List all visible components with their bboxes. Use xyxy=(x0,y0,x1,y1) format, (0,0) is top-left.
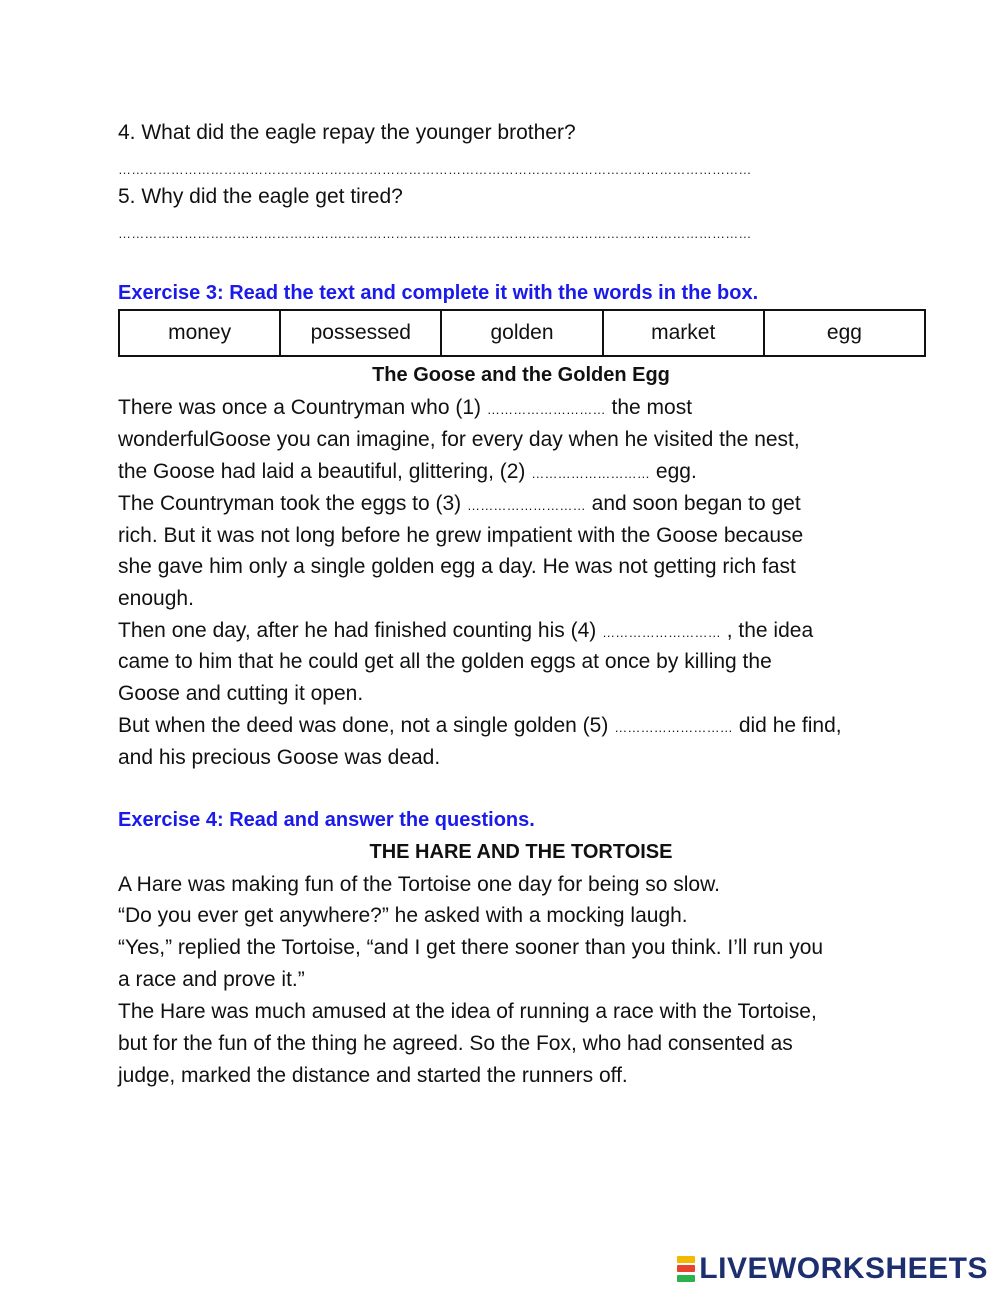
story-text: egg. xyxy=(650,460,697,483)
story-line: “Do you ever get anywhere?” he asked with a mocking laugh. xyxy=(118,904,688,927)
story-line: The Hare was much amused at the idea of running a race with the Tortoise, xyxy=(118,1000,817,1023)
word-box-item: egg xyxy=(826,321,862,344)
blank-2[interactable]: ……………………… xyxy=(531,466,651,481)
story-text: There was once a Countryman who (1) xyxy=(118,396,487,419)
story-line xyxy=(118,456,697,490)
story-line: came to him that he could get all the golden eggs at once by killing the xyxy=(118,650,772,673)
story-line: Goose and cutting it open. xyxy=(118,682,364,705)
story-text: Then one day, after he had finished counting his (4) xyxy=(118,619,603,642)
answer-line-4[interactable]: ……………………………………………………………………………………………………………………………… xyxy=(118,162,752,177)
story-text: the Goose had laid a beautiful, glittering, (2) xyxy=(118,460,532,483)
brand-name: LIVEWORKSHEETS xyxy=(699,1252,988,1285)
story-line: rich. But it was not long before he grew impatient with the Goose because xyxy=(118,524,804,547)
story-line: and his precious Goose was dead. xyxy=(118,746,441,769)
blank-1[interactable]: ……………………… xyxy=(486,402,606,417)
story-line: enough. xyxy=(118,587,194,610)
story-line: a race and prove it.” xyxy=(118,968,305,991)
story-text: the most xyxy=(605,396,693,419)
story-line xyxy=(118,392,692,426)
story-line: but for the fun of the thing he agreed. So the Fox, who had consented as xyxy=(118,1032,793,1055)
story-line: wonderfulGoose you can imagine, for every day when he visited the nest, xyxy=(118,428,800,451)
liveworksheets-logo[interactable] xyxy=(677,1252,988,1286)
blank-4[interactable]: ……………………… xyxy=(602,625,721,640)
story-line xyxy=(118,615,813,649)
story-line: she gave him only a single golden egg a day. He was not getting rich fast xyxy=(118,555,796,578)
question-5: 5. Why did the eagle get tired? xyxy=(118,185,403,208)
word-box-item: golden xyxy=(442,311,603,355)
story-line xyxy=(118,488,801,522)
story-line: A Hare was making fun of the Tortoise one day for being so slow. xyxy=(118,873,720,896)
word-box xyxy=(118,309,926,357)
story-text: The Countryman took the eggs to (3) xyxy=(118,492,468,515)
story-text: and soon began to get xyxy=(585,492,801,515)
story-line: judge, marked the distance and started the runners off. xyxy=(118,1064,628,1087)
question-4: 4. What did the eagle repay the younger brother? xyxy=(118,121,576,144)
story-text: But when the deed was done, not a single golden (5) xyxy=(118,714,615,737)
story-line: “Yes,” replied the Tortoise, “and I get there sooner than you think. I’ll run you xyxy=(118,936,824,959)
story-text: , the idea xyxy=(720,619,814,642)
exercise-3-heading: Exercise 3: Read the text and complete it with the words in the box. xyxy=(118,282,759,304)
exercise-4-heading: Exercise 4: Read and answer the questions. xyxy=(118,809,535,831)
blank-3[interactable]: ……………………… xyxy=(467,498,586,513)
word-box-item: market xyxy=(604,311,765,355)
blank-5[interactable]: ……………………… xyxy=(614,720,733,735)
story-text: did he find, xyxy=(733,714,842,737)
hare-story-title: THE HARE AND THE TORTOISE xyxy=(369,841,673,863)
liveworksheets-logo-icon xyxy=(677,1256,695,1282)
story-line xyxy=(118,710,842,744)
goose-story-title: The Goose and the Golden Egg xyxy=(372,364,670,386)
word-box-item: money xyxy=(120,311,281,355)
word-box-item: possessed xyxy=(281,311,442,355)
answer-line-5[interactable]: ……………………………………………………………………………………………………………………………… xyxy=(118,226,752,241)
